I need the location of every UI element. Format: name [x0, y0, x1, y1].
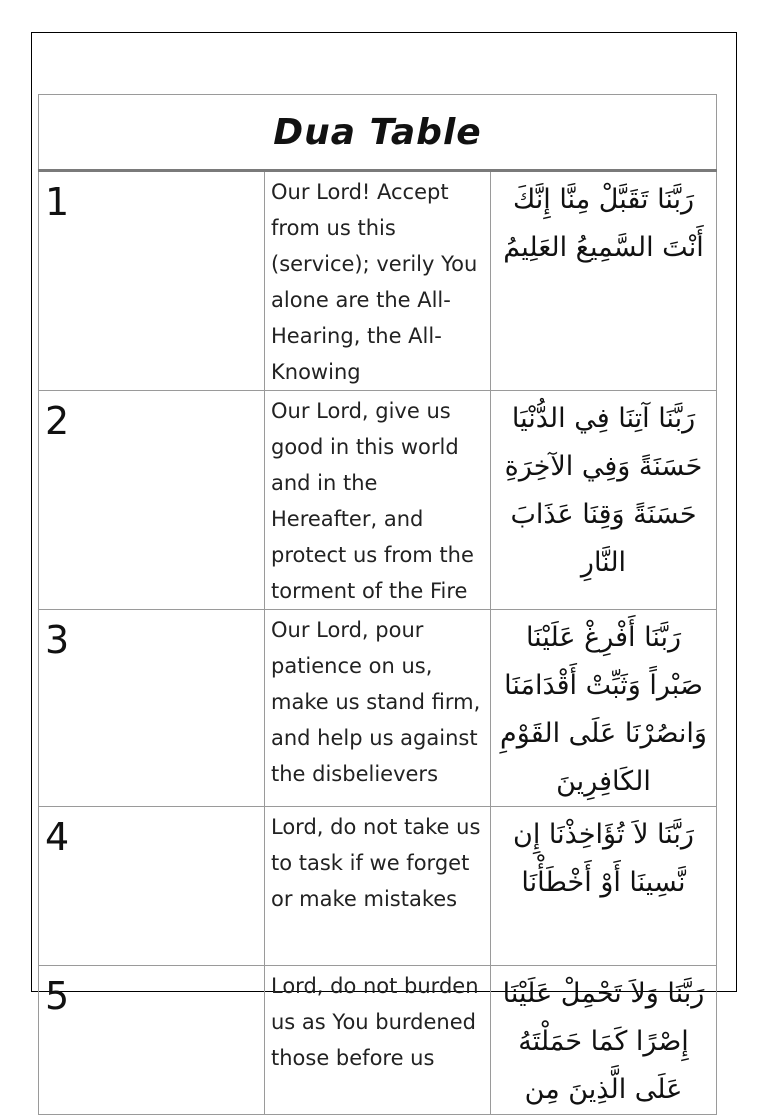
english-translation: Our Lord, give us good in this world and in the Hereafter, and protect us from the torment of the Fire	[265, 391, 491, 610]
english-translation: Our Lord, pour patience on us, make us stand firm, and help us against the disbelievers	[265, 610, 491, 807]
arabic-text: رَبَّنَا تَقَبَّلْ مِنَّا إِنَّكَ أَنْتَ السَّمِيعُ العَلِيمُ	[491, 171, 717, 391]
english-translation: Lord, do not burden us as You burdened those before us	[265, 966, 491, 1115]
table-row	[39, 807, 717, 966]
row-number: 1	[39, 171, 265, 391]
arabic-text: رَبَّنَا لاَ تُؤَاخِذْنَا إِن نَّسِينَا أَوْ أَخْطَأْنَا	[491, 807, 717, 966]
title-cell	[39, 95, 717, 171]
dua-table	[38, 94, 717, 1115]
table-row	[39, 391, 717, 610]
row-number: 3	[39, 610, 265, 807]
title-row	[39, 95, 717, 171]
arabic-text: رَبَّنَا وَلاَ تَحْمِلْ عَلَيْنَا إِصْرًا كَمَا حَمَلْتَهُ عَلَى الَّذِينَ مِن	[491, 966, 717, 1115]
arabic-text: رَبَّنَا آتِنَا فِي الدُّنْيَا حَسَنَةً وَفِي الآخِرَةِ حَسَنَةً وَقِنَا عَذَابَ النَّارِ	[491, 391, 717, 610]
english-translation: Our Lord! Accept from us this (service); verily You alone are the All-Hearing, the All-Knowing	[265, 171, 491, 391]
table-row	[39, 171, 717, 391]
table-row	[39, 610, 717, 807]
arabic-text: رَبَّنَا أَفْرِغْ عَلَيْنَا صَبْراً وَثَبِّتْ أَقْدَامَنَا وَانصُرْنَا عَلَى القَوْمِ الكَافِرِينَ	[491, 610, 717, 807]
table-row	[39, 966, 717, 1115]
row-number: 2	[39, 391, 265, 610]
row-number: 4	[39, 807, 265, 966]
english-translation: Lord, do not take us to task if we forget or make mistakes	[265, 807, 491, 966]
row-number: 5	[39, 966, 265, 1115]
page-title: Dua Table	[273, 111, 482, 153]
